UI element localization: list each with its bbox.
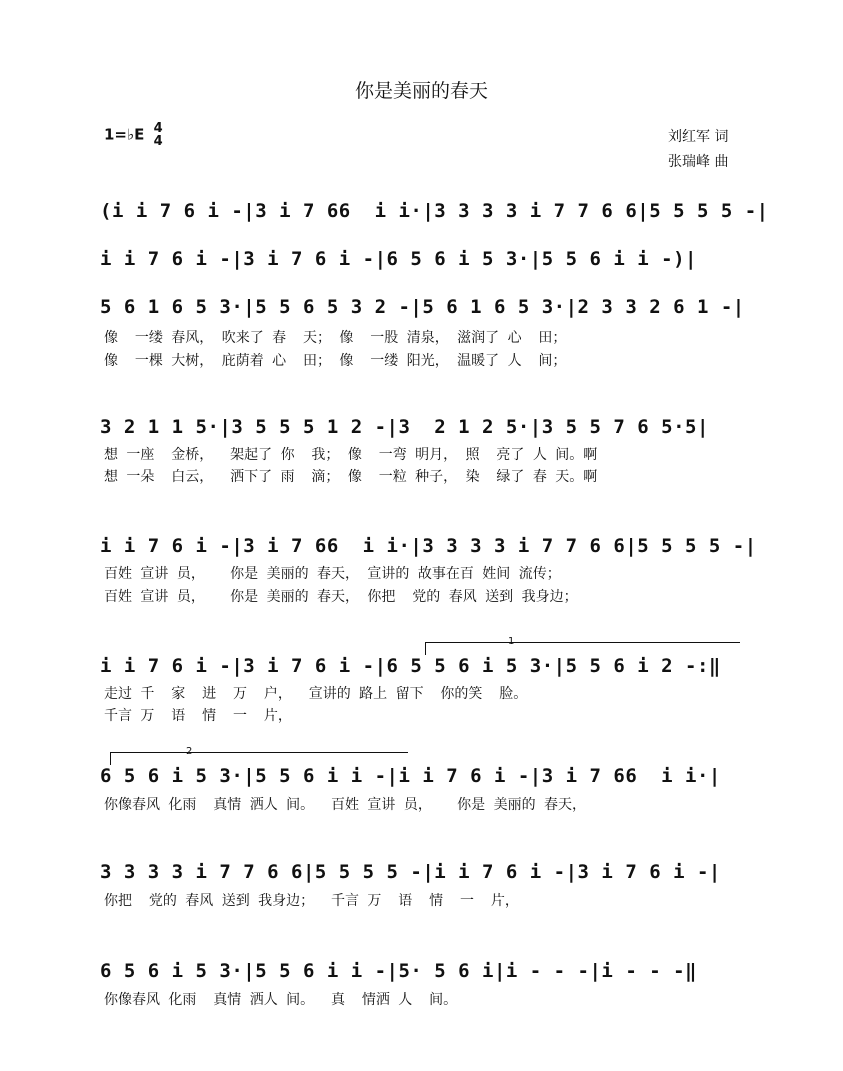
- lyric-line: 百姓 宣讲 员， 你是 美丽的 春天， 宣讲的 故事在百 姓间 流传；: [104, 566, 561, 582]
- lyric-line: 想 一座 金桥， 架起了 你 我； 像 一弯 明月， 照 亮了 人 间。啊: [104, 447, 598, 463]
- lyric-line: 像 一缕 春风， 吹来了 春 天； 像 一股 清泉， 滋润了 心 田；: [104, 330, 567, 346]
- notation-line: i i 7 6 i -|3 i 7 66 i i·|3 3 3 3 i 7 7 6 6|5 5 5 5 -|: [100, 535, 757, 557]
- time-signature: [154, 122, 163, 148]
- key-label: 1=♭E: [104, 125, 145, 144]
- composer-credit: 张瑞峰 曲: [668, 154, 729, 170]
- key-signature: [104, 122, 163, 148]
- notation-line: (i i 7 6 i -|3 i 7 66 i i·|3 3 3 3 i 7 7 6 6|5 5 5 5 -|: [100, 200, 769, 222]
- first-ending-bracket: [425, 642, 740, 643]
- lyric-line: 你像春风 化雨 真情 洒人 间。 真 情洒 人 间。: [104, 992, 458, 1008]
- notation-line: 6 5 6 i 5 3·|5 5 6 i i -|5· 5 6 i|i - - -|i - - -‖: [100, 960, 697, 982]
- notation-line: 6 5 6 i 5 3·|5 5 6 i i -|i i 7 6 i -|3 i 7 66 i i·|: [100, 765, 721, 787]
- lyric-line: 像 一棵 大树， 庇荫着 心 田； 像 一缕 阳光， 温暖了 人 间；: [104, 353, 567, 369]
- second-ending-bracket: [110, 752, 408, 753]
- notation-line: 3 3 3 3 i 7 7 6 6|5 5 5 5 -|i i 7 6 i -|3 i 7 6 i -|: [100, 861, 721, 883]
- lyric-line: 想 一朵 白云， 洒下了 雨 滴； 像 一粒 种子， 染 绿了 春 天。啊: [104, 469, 598, 485]
- lyricist-credit: 刘红军 词: [668, 129, 729, 145]
- lyric-line: 你像春风 化雨 真情 洒人 间。 百姓 宣讲 员， 你是 美丽的 春天，: [104, 797, 587, 813]
- time-sig-numerator: 4: [153, 121, 163, 136]
- lyric-line: 百姓 宣讲 员， 你是 美丽的 春天， 你把 党的 春风 送到 我身边；: [104, 589, 578, 605]
- first-ending-number: 1: [508, 636, 515, 647]
- lyric-line: 走过 千 家 进 万 户， 宣讲的 路上 留下 你的笑 脸。: [104, 686, 528, 702]
- second-ending-number: 2: [186, 746, 193, 757]
- lyric-line: 你把 党的 春风 送到 我身边； 千言 万 语 情 一 片，: [104, 893, 519, 909]
- song-title: 你是美丽的春天: [354, 80, 488, 102]
- time-sig-denominator: 4: [153, 134, 163, 149]
- lyric-line: 千言 万 语 情 一 片，: [104, 708, 292, 724]
- notation-line: i i 7 6 i -|3 i 7 6 i -|6 5 5 6 i 5 3·|5 5 6 i 2 -:‖: [100, 655, 721, 677]
- notation-line: 3 2 1 1 5·|3 5 5 5 1 2 -|3 2 1 2 5·|3 5 5 7 6 5·5|: [100, 416, 709, 438]
- notation-line: 5 6 1 6 5 3·|5 5 6 5 3 2 -|5 6 1 6 5 3·|2 3 3 2 6 1 -|: [100, 296, 745, 318]
- notation-line: i i 7 6 i -|3 i 7 6 i -|6 5 6 i 5 3·|5 5 6 i i -)|: [100, 248, 697, 270]
